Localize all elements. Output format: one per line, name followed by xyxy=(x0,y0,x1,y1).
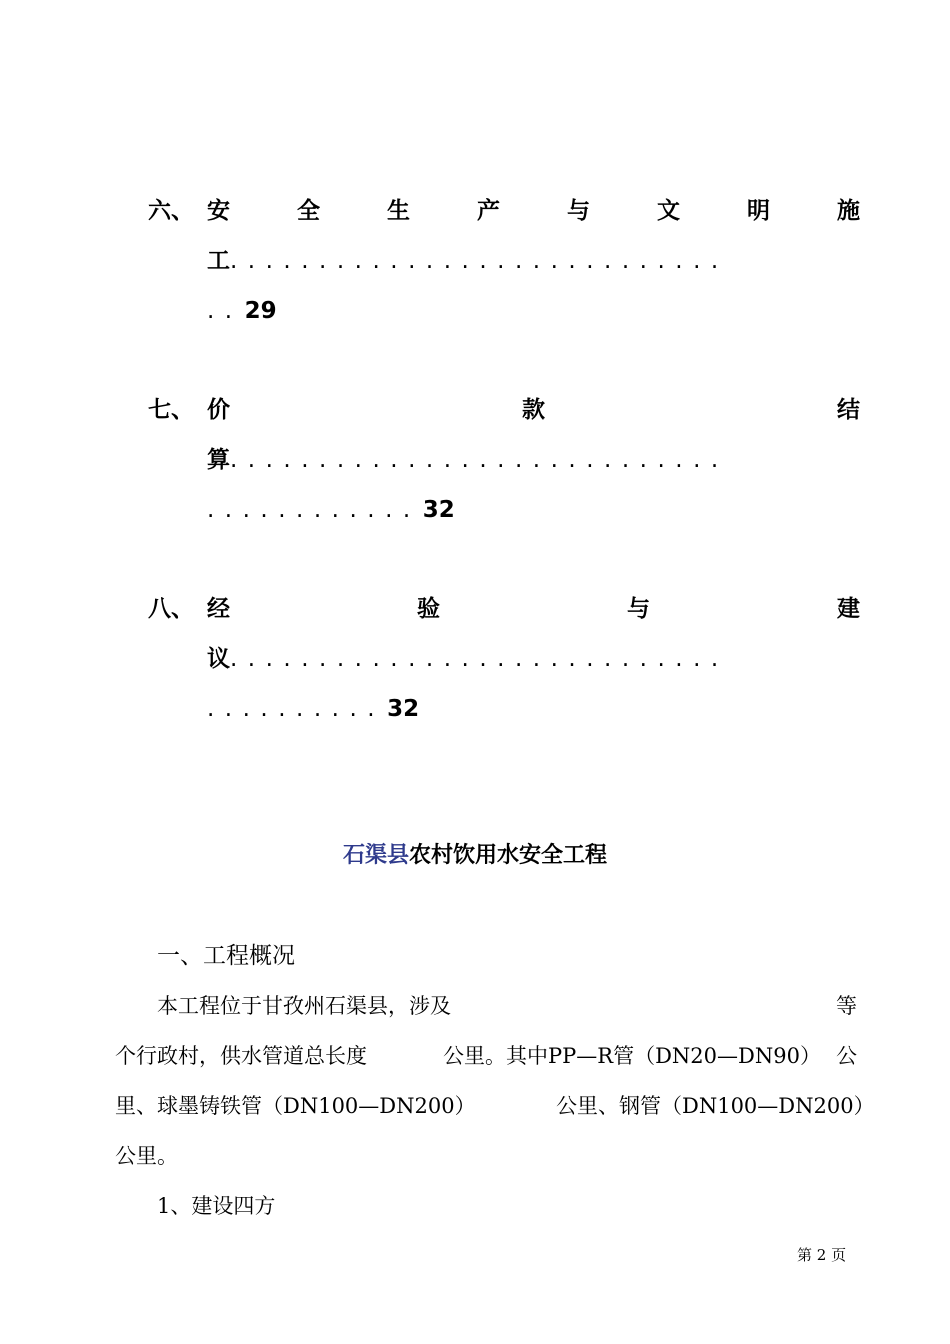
page-number: 第 2 页 xyxy=(797,1246,847,1264)
toc-number: 六、 xyxy=(148,198,194,224)
toc-page-line: ..........32 xyxy=(207,696,420,722)
toc-title: 价 款 结 xyxy=(207,397,860,423)
toc-leader: 算............................ xyxy=(207,447,729,473)
toc-leader: 议............................ xyxy=(207,646,729,672)
toc-number: 八、 xyxy=(148,596,194,622)
document-title xyxy=(0,840,950,872)
section-heading: 一、工程概况 xyxy=(157,943,295,969)
toc-title: 经 验 与 建 xyxy=(207,596,860,622)
toc-page-number: 32 xyxy=(387,696,420,722)
paragraph-line-3: 里、球墨铸铁管（DN100—DN200） 公里、钢管（DN100—DN200） xyxy=(115,1094,875,1118)
paragraph-line-4: 公里。 xyxy=(115,1144,178,1168)
paragraph-line-1: 本工程位于甘孜州石渠县，涉及 等 xyxy=(157,994,857,1018)
page-footer xyxy=(797,1244,846,1265)
toc-leader: 工............................ xyxy=(207,248,729,274)
toc-page-line: ............32 xyxy=(207,497,455,523)
toc-page-line: ..29 xyxy=(207,298,277,324)
toc-page-number: 29 xyxy=(244,298,277,324)
subsection-heading: 1、建设四方 xyxy=(157,1194,276,1218)
title-rest: 农村饮用水安全工程 xyxy=(409,843,608,868)
paragraph-line-2: 个行政村，供水管道总长度 公里。其中PP—R管（DN20—DN90） 公 xyxy=(115,1044,857,1068)
toc-number: 七、 xyxy=(148,397,194,423)
title-highlight: 石渠县 xyxy=(342,843,409,868)
toc-title: 安 全 生 产 与 文 明 施 xyxy=(207,198,860,224)
toc-page-number: 32 xyxy=(422,497,455,523)
